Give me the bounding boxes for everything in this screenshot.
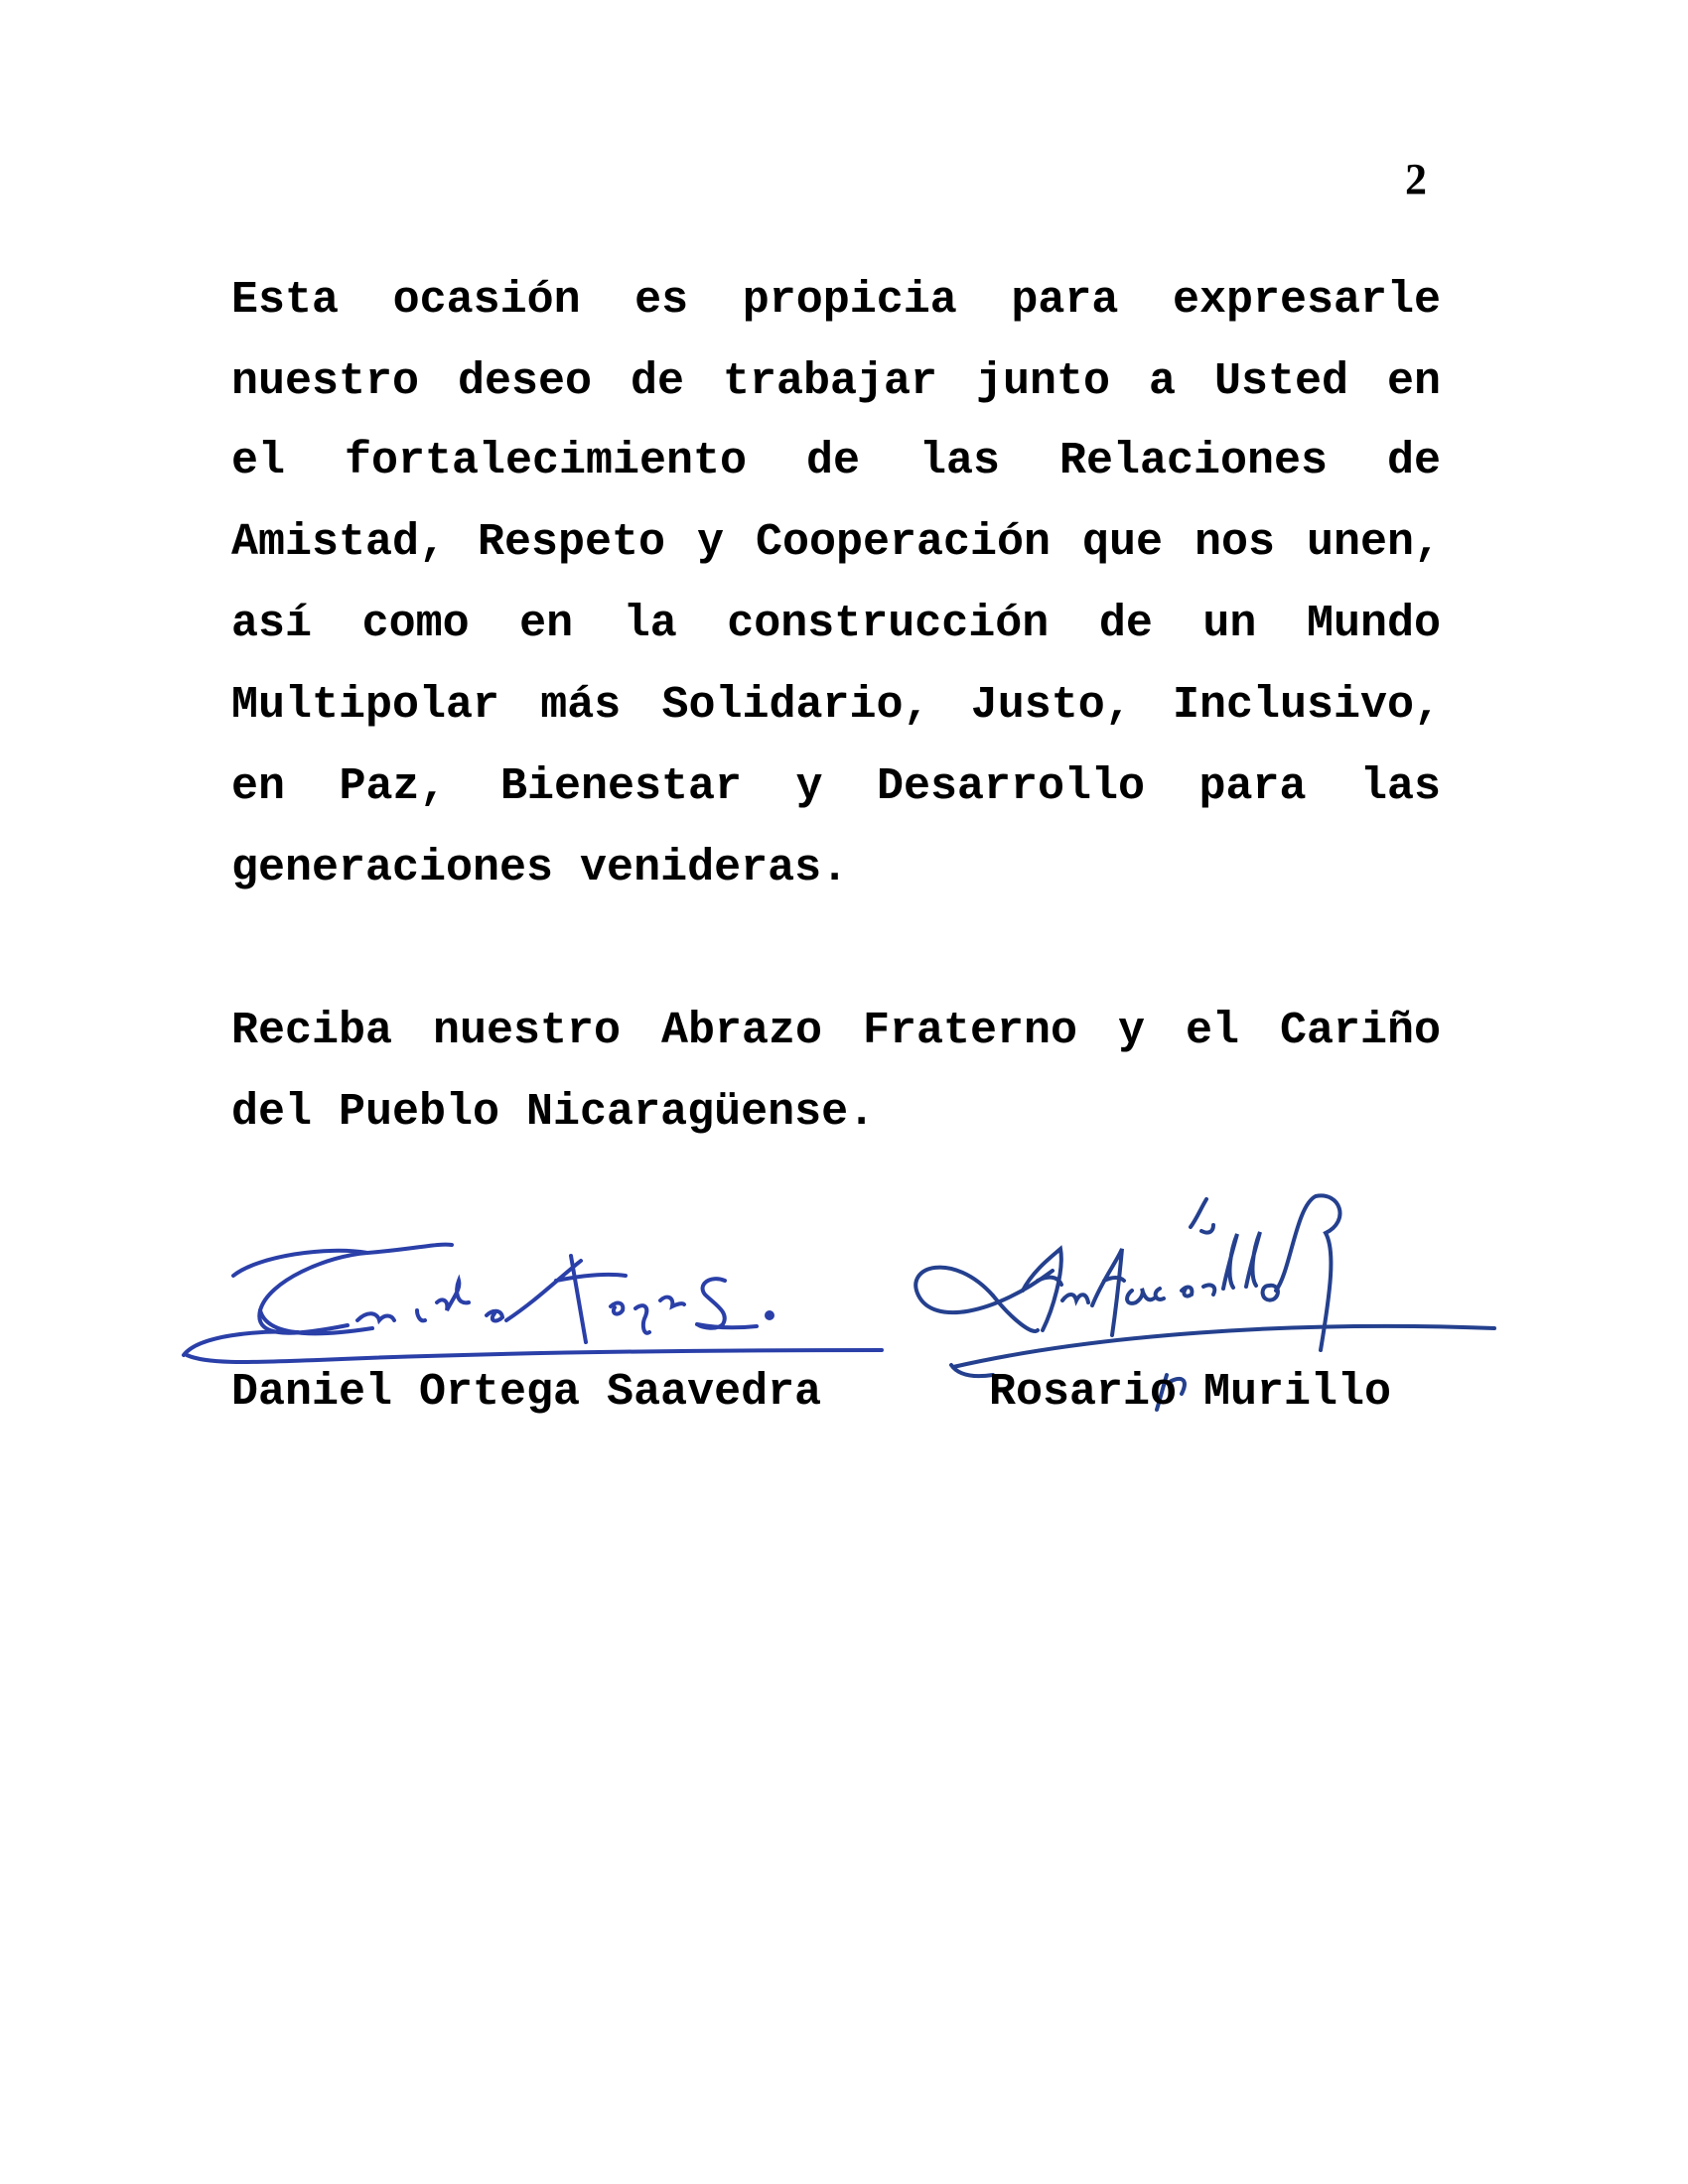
- text-line: Multipolar más Solidario, Justo, Inclusivo,: [231, 680, 1441, 731]
- text-line: nuestro deseo de trabajar junto a Usted en: [231, 356, 1441, 407]
- text-line: Reciba nuestro Abrazo Fraterno y el Cariño: [231, 1006, 1441, 1056]
- text-line: en Paz, Bienestar y Desarrollo para las: [231, 761, 1441, 812]
- text-line: del Pueblo Nicaragüense.: [231, 1087, 876, 1138]
- text-line: generaciones venideras.: [231, 843, 849, 893]
- signatory-name-daniel-ortega: Daniel Ortega Saavedra: [231, 1367, 822, 1418]
- signature-daniel-ortega: [184, 1245, 882, 1362]
- page-number: 2: [1405, 155, 1427, 204]
- text-line: Amistad, Respeto y Cooperación que nos unen,: [231, 517, 1441, 568]
- signatory-name-rosario-murillo: Rosario Murillo: [989, 1367, 1392, 1418]
- text-line: así como en la construcción de un Mundo: [231, 599, 1441, 649]
- text-line: Esta ocasión es propicia para expresarle: [231, 275, 1441, 326]
- text-line: el fortalecimiento de las Relaciones de: [231, 436, 1441, 486]
